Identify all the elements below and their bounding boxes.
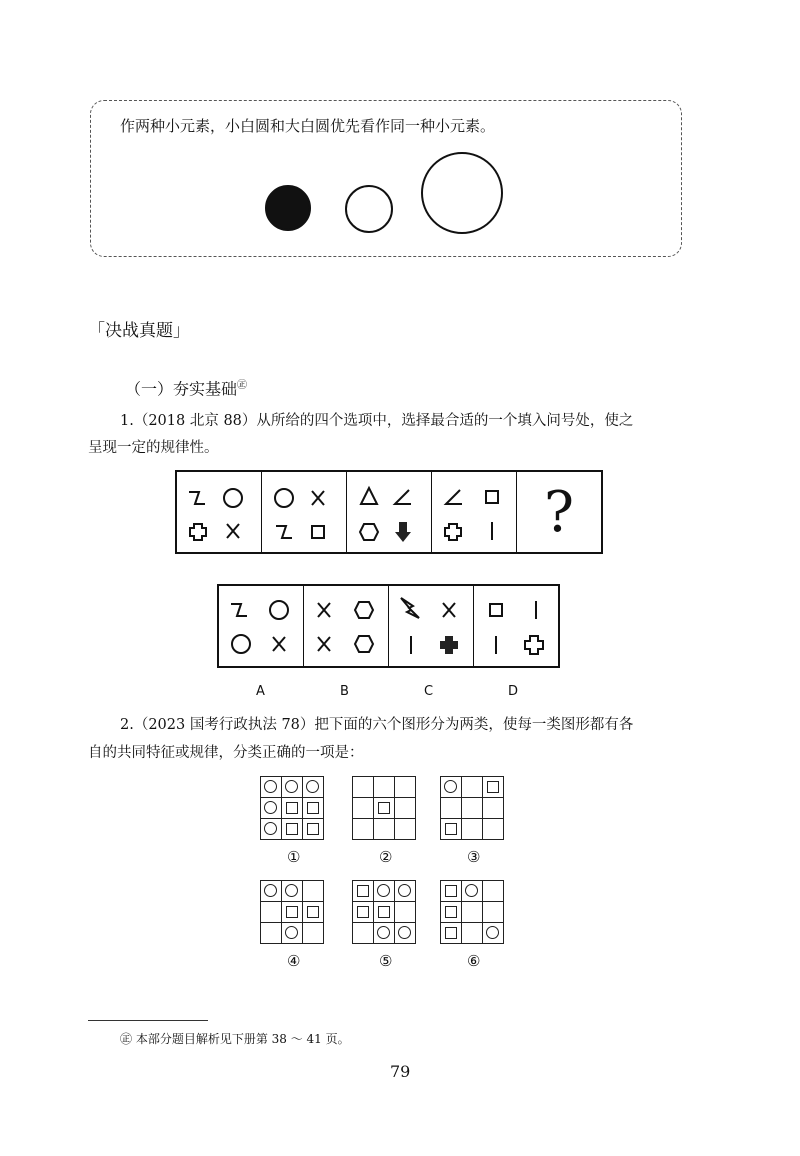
q1-panel-4: [432, 472, 517, 552]
q1-option-label-b: B: [340, 684, 349, 699]
q1-options-row: [217, 584, 560, 668]
q1-panel-2-shapes: [262, 472, 346, 552]
q2-grid-3: [440, 776, 504, 840]
note-text: 作两种小元素，小白圆和大白圆优先看作同一种小元素。: [120, 117, 496, 135]
q2-label-6: ⑥: [467, 952, 481, 970]
q1-option-a-shapes: [219, 586, 303, 666]
q1-panel-2: [262, 472, 347, 552]
page-number: 79: [390, 1062, 411, 1081]
q1-option-label-d: D: [508, 684, 519, 699]
q2-label-3: ③: [467, 848, 481, 866]
q2-grid-2: [352, 776, 416, 840]
q1-panel-3: [347, 472, 432, 552]
black-circle-icon: [265, 185, 311, 231]
q2-grid-1: [260, 776, 324, 840]
q1-option-c[interactable]: [389, 586, 474, 666]
q1-option-a[interactable]: [219, 586, 304, 666]
q1-option-d-shapes: [474, 586, 558, 666]
q1-option-c-shapes: [389, 586, 473, 666]
q2-line1: 2.（2023 国考行政执法 78）把下面的六个图形分为两类，使每一类图形都有各: [120, 717, 634, 733]
q1-option-label-a: A: [256, 684, 265, 699]
small-white-circle-icon: [345, 185, 393, 233]
section-title: 「决战真题」: [88, 321, 190, 341]
q1-panel-4-shapes: [432, 472, 516, 552]
q1-option-b-shapes: [304, 586, 388, 666]
q1-question-mark: ?: [543, 479, 575, 545]
q2-label-4: ④: [287, 952, 301, 970]
q1-panel-1: [177, 472, 262, 552]
large-white-circle-icon: [421, 152, 503, 234]
q1-option-label-c: C: [424, 684, 434, 699]
q1-panel-3-shapes: [347, 472, 431, 552]
q2-line2: 自的共同特征或规律，分类正确的一项是：: [88, 745, 364, 761]
q2-grid-6: [440, 880, 504, 944]
subsection-mark: ㊣: [237, 380, 248, 391]
q2-label-5: ⑤: [379, 952, 393, 970]
footnote: ㊣ 本部分题目解析见下册第 38 ～ 41 页。: [120, 1032, 350, 1046]
footnote-divider: [88, 1020, 208, 1021]
q1-line2: 呈现一定的规律性。: [88, 440, 219, 456]
q1-line1: 1.（2018 北京 88）从所给的四个选项中，选择最合适的一个填入问号处，使之: [120, 413, 634, 429]
q1-stem-row: [175, 470, 603, 554]
q2-label-2: ②: [379, 848, 393, 866]
q1-question-panel: [517, 472, 601, 552]
q1-panel-1-shapes: [177, 472, 261, 552]
q2-grid-5: [352, 880, 416, 944]
q2-label-1: ①: [287, 848, 301, 866]
q1-option-d[interactable]: [474, 586, 558, 666]
q2-grid-4: [260, 880, 324, 944]
subsection-title: （一）夯实基础㊣: [125, 379, 248, 399]
q1-option-b[interactable]: [304, 586, 389, 666]
